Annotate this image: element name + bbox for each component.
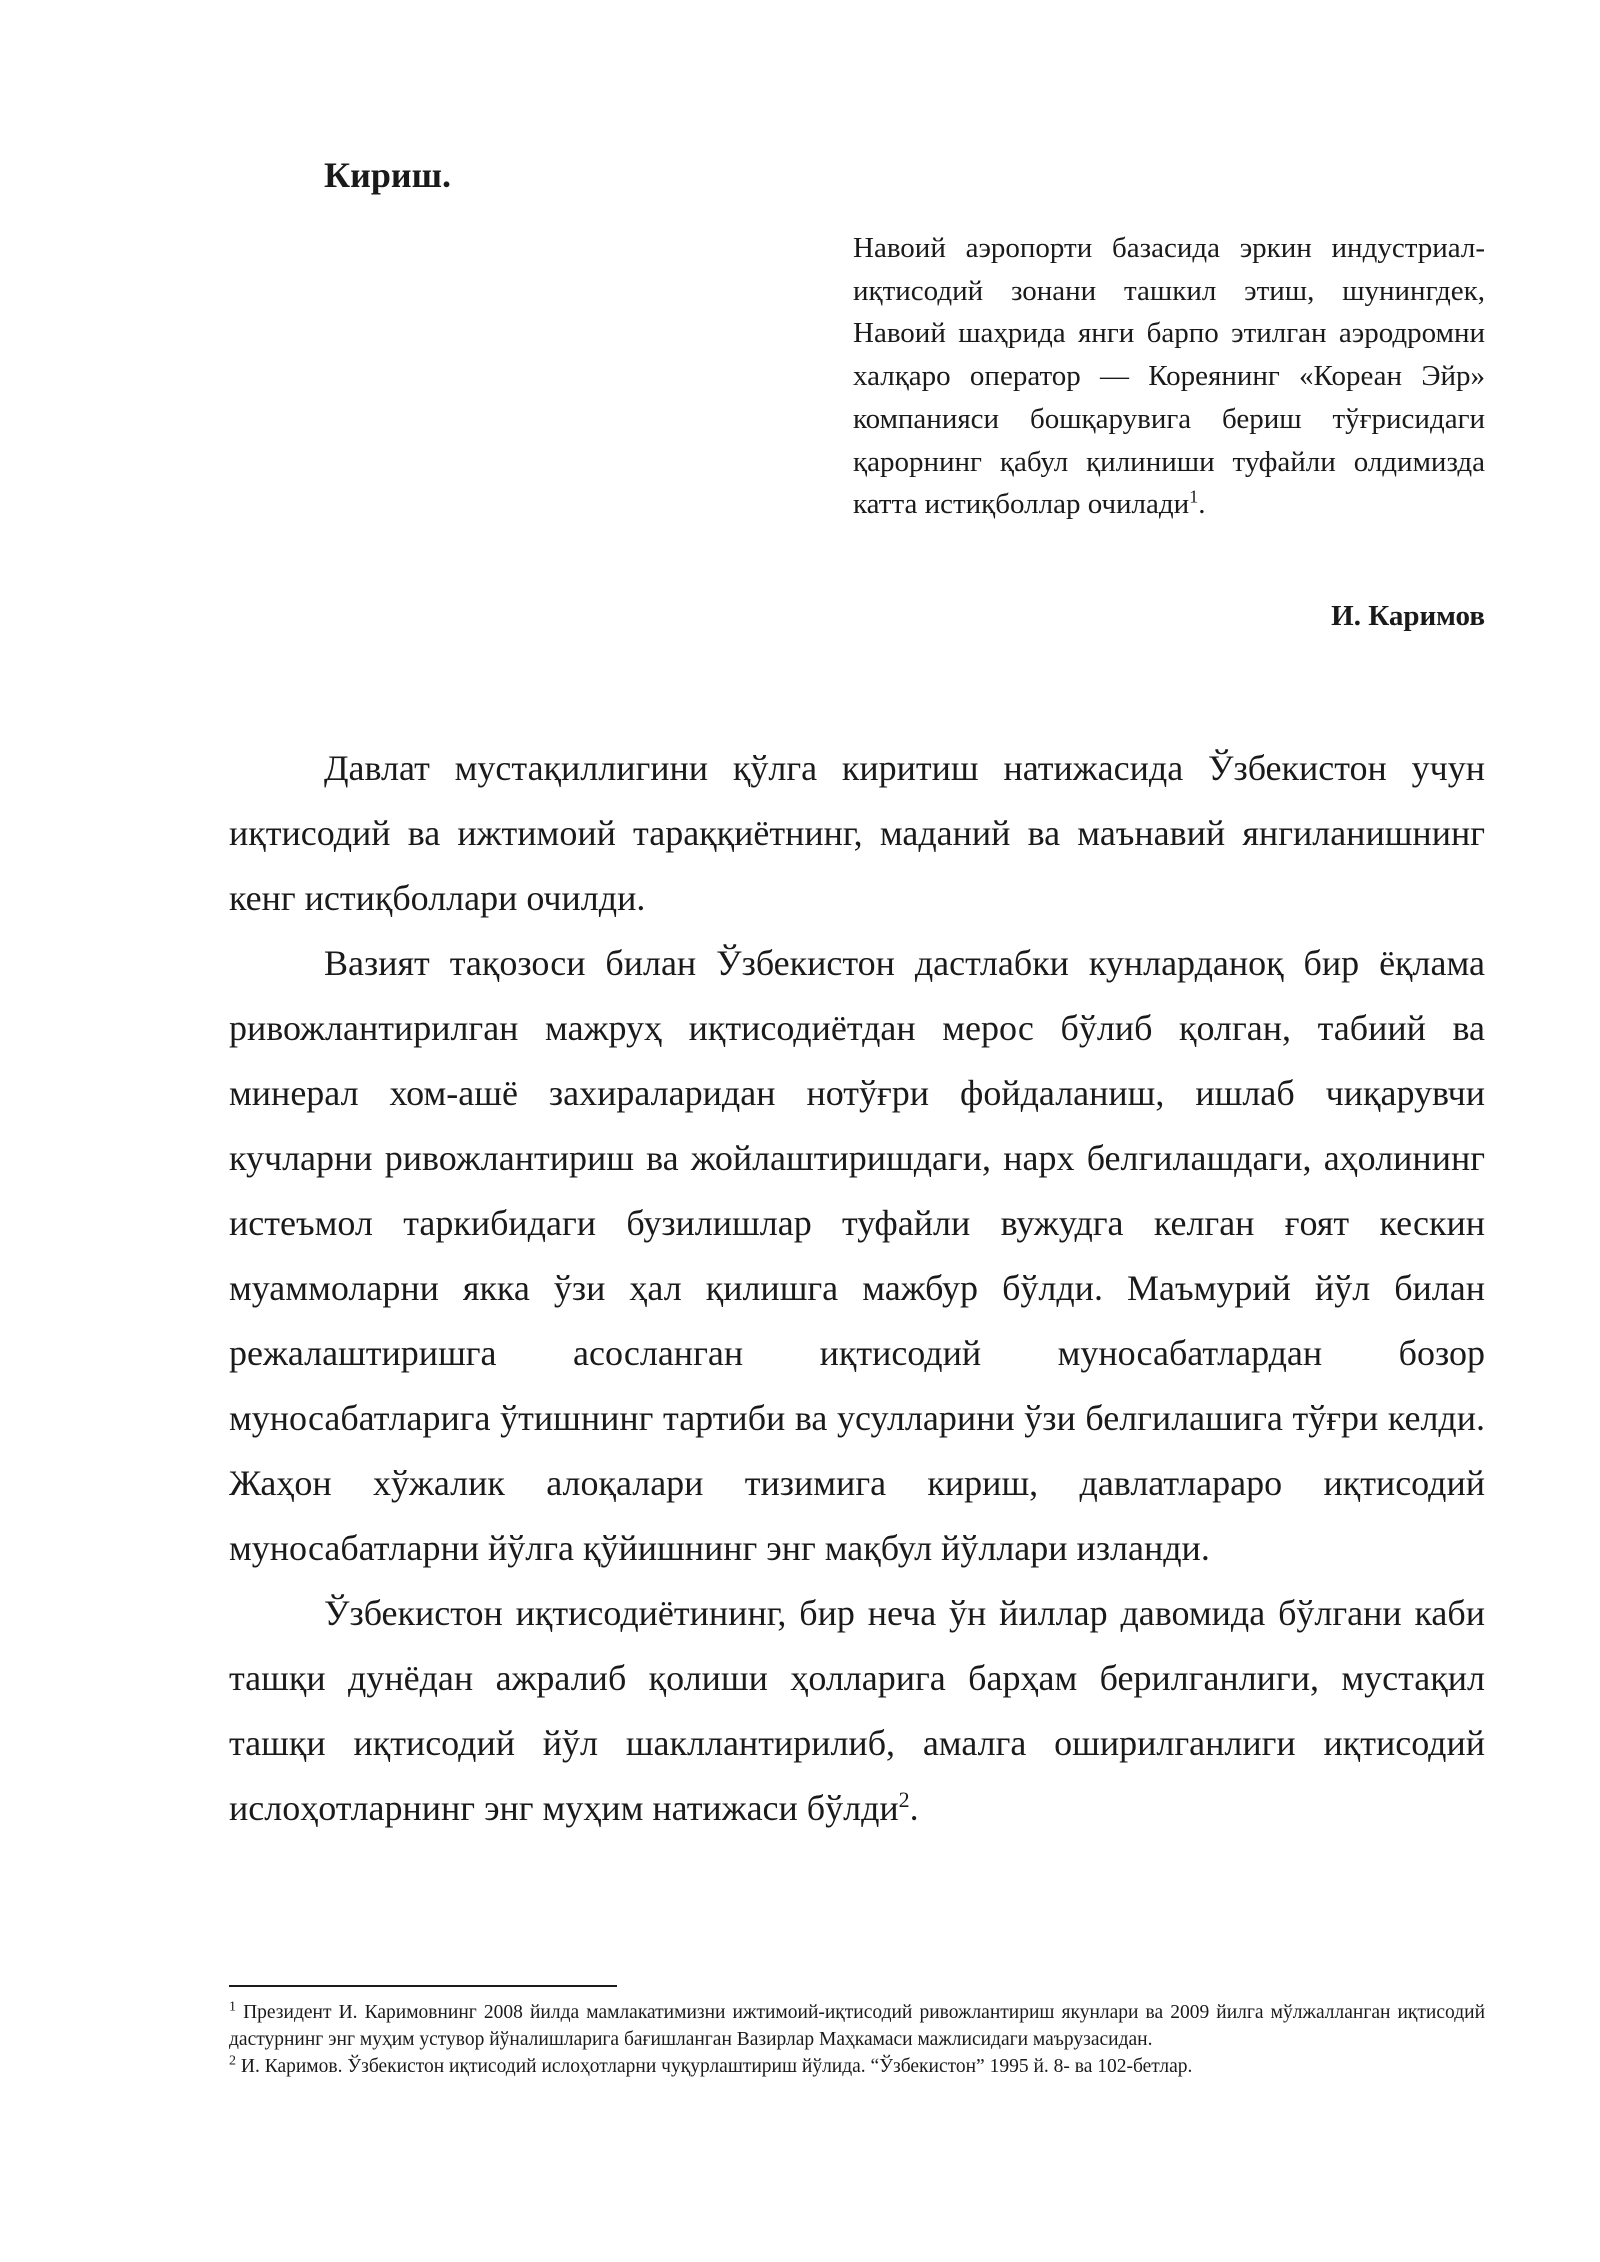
epigraph-author: И. Каримов — [1331, 600, 1485, 632]
epigraph-quote — [853, 227, 1485, 526]
paragraph-2 — [229, 931, 1485, 1581]
footnote-ref-2: 2 — [898, 1787, 910, 1812]
paragraph-1 — [229, 736, 1485, 931]
paragraph-text: Ўзбекистон иқтисодиётининг, бир неча ўн йиллар давомида бўлгани каби ташқи дунёдан ажралиб қолиши ҳолларига барҳам берилганлиги, мустақил ташқи иқтисодий йўл шакллантирилиб, амалга оширилганлиги иқтисодий ислоҳотларнинг энг муҳим натижаси бўлди — [229, 1593, 1485, 1828]
footnote-separator — [229, 1985, 617, 1987]
footnotes — [229, 1999, 1485, 2080]
paragraph-end: . — [909, 1788, 919, 1828]
paragraph-text: Вазият тақозоси билан Ўзбекистон дастлабки кунларданоқ бир ёқлама ривожлантирилган мажруҳ иқтисодиётдан мерос бўлиб қолган, табиий ва минерал хом-ашё захираларидан нотўғри фойдаланиш, ишлаб чиқарувчи кучларни ривожлантириш ва жойлаштиришдаги, нарх белгилашдаги, аҳолининг истеъмол таркибидаги бузилишлар туфайли вужудга келган ғоят кескин муаммоларни якка ўзи ҳал қилишга мажбур бўлди. Маъмурий йўл билан режалаштиришга асосланган иқтисодий муносабатлардан бозор муносабатларига ўтишнинг тартиби ва усулларини ўзи белгилашига тўғри келди. Жаҳон хўжалик алоқалари тизимига кириш, давлатлараро иқтисодий муносабатларни йўлга қўйишнинг энг мақбул йўллари изланди. — [229, 943, 1485, 1568]
footnote-ref-1: 1 — [1189, 486, 1199, 507]
main-body — [229, 736, 1485, 1841]
footnote-1 — [229, 1999, 1485, 2053]
footnote-number: 2 — [229, 2053, 236, 2069]
footnote-text: Президент И. Каримовнинг 2008 йилда мамлакатимизни ижтимоий-иқтисодий ривожлантириш якунлари ва 2009 йилга мўлжалланган иқтисодий дастурнинг энг муҳим устувор йўналишларига бағишланган Вазирлар Маҳкамаси мажлисидаги маърузасидан. — [229, 2002, 1485, 2050]
epigraph-end: . — [1198, 488, 1206, 521]
footnote-number: 1 — [229, 1999, 236, 2015]
footnote-2 — [229, 2053, 1485, 2080]
epigraph-text: Навоий аэропорти базасида эркин индустриал-иқтисодий зонани ташкил этиш, шунингдек, Навоий шаҳрида янги барпо этилган аэродромни халқаро оператор — Кореянинг «Кореан Эйр» компанияси бошқарувига бериш тўғрисидаги қарорнинг қабул қилиниши туфайли олдимизда катта истиқболлар очилади — [853, 232, 1485, 521]
paragraph-text: Давлат мустақиллигини қўлга киритиш натижасида Ўзбекистон учун иқтисодий ва ижтимоий тараққиётнинг, маданий ва маънавий янгиланишнинг кенг истиқболлари очилди. — [229, 748, 1485, 918]
section-heading: Кириш. — [324, 155, 452, 195]
footnote-text: И. Каримов. Ўзбекистон иқтисодий ислоҳотларни чуқурлаштириш йўлида. “Ўзбекистон” 1995 й. 8- ва 102-бетлар. — [236, 2056, 1193, 2077]
paragraph-3 — [229, 1581, 1485, 1841]
